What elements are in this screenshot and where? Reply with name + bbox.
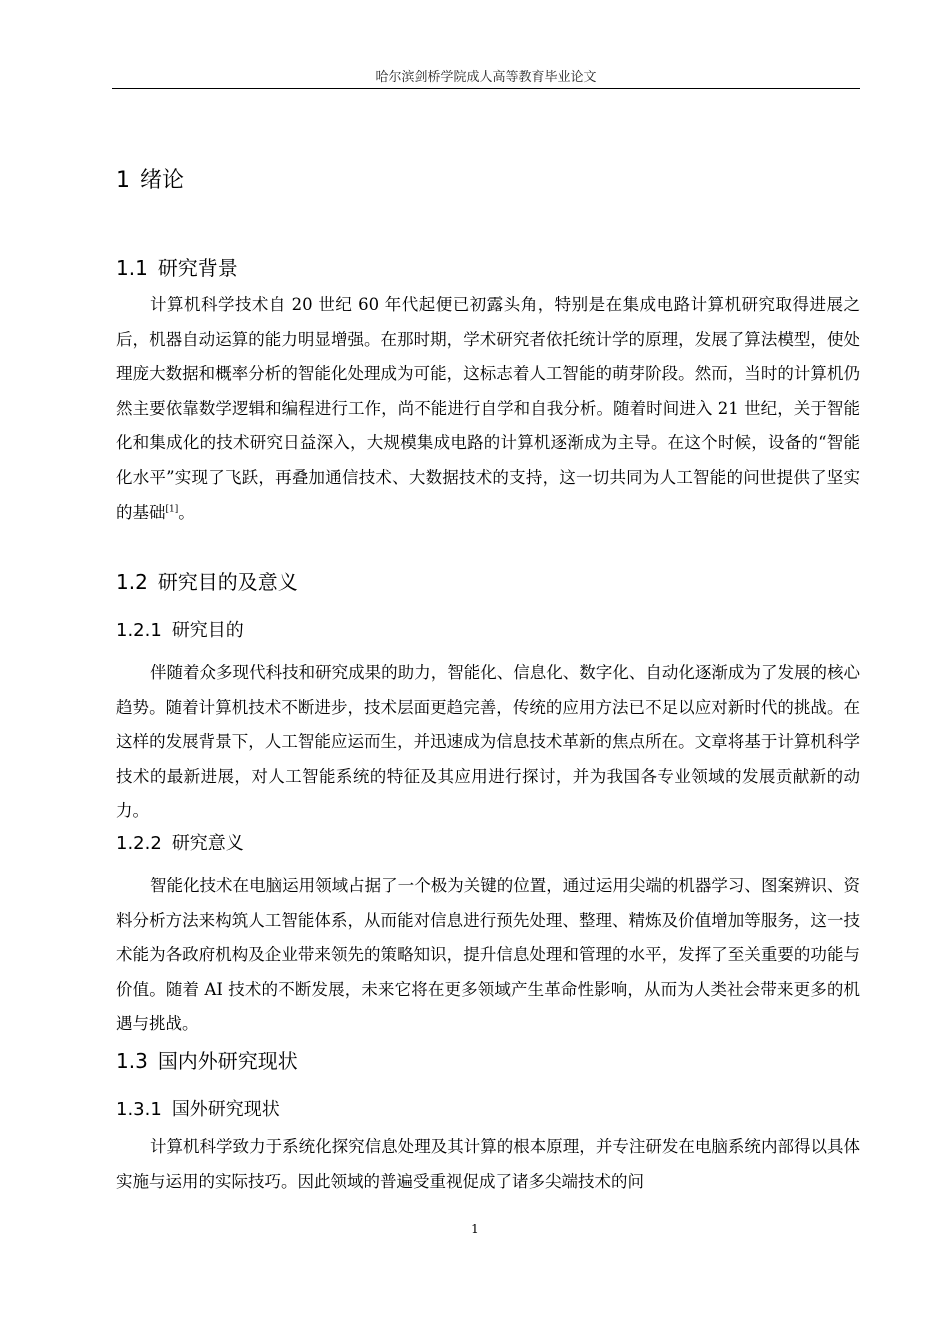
section-number: 1.1 xyxy=(116,256,148,280)
section-number: 1.2 xyxy=(116,570,148,594)
paragraph-text: 计算机科学技术自 20 世纪 60 年代起便已初露头角，特别是在集成电路计算机研究取得进展之后，机器自动运算的能力明显增强。在那时期，学术研究者依托统计学的原理，发展了算法模型，使处理庞大数据和概率分析的智能化处理成为可能，这标志着人工智能的萌芽阶段。然而，当时的计算机仍然主要依靠数学逻辑和编程进行工作，尚不能进行自学和自我分析。随着时间进入 21 世纪，关于智能化和集成化的技术研究日益深入，大规模集成电路的计算机逐渐成为主导。在这个时候，设备的“智能化水平”实现了飞跃，再叠加通信技术、大数据技术的支持，这一切共同为人工智能的问世提供了坚实的基础 xyxy=(116,295,860,522)
subsection-title: 研究目的 xyxy=(171,620,244,641)
chapter-number: 1 xyxy=(116,168,130,193)
subsection-heading-1-3-1 xyxy=(116,1095,280,1121)
section-heading-1-2 xyxy=(116,566,298,595)
chapter-heading xyxy=(116,163,184,194)
subsection-number: 1.3.1 xyxy=(116,1099,162,1120)
section-heading-1-3 xyxy=(116,1045,298,1074)
section-heading-1-1 xyxy=(116,252,238,281)
paragraph-end: 。 xyxy=(178,502,195,522)
subsection-title: 研究意义 xyxy=(171,833,244,854)
header-rule xyxy=(112,88,860,89)
paragraph-foreign-research: 计算机科学致力于系统化探究信息处理及其计算的根本原理，并专注研发在电脑系统内部得以具体实施与运用的实际技巧。因此领域的普遍受重视促成了诸多尖端技术的问 xyxy=(116,1137,860,1191)
page-number: 1 xyxy=(471,1222,479,1236)
subsection-heading-1-2-2 xyxy=(116,829,244,855)
section-title: 研究背景 xyxy=(157,256,238,280)
paragraph-background xyxy=(116,288,860,530)
subsection-number: 1.2.2 xyxy=(116,833,162,854)
section-title: 国内外研究现状 xyxy=(157,1049,298,1073)
citation-mark: [1] xyxy=(165,504,179,515)
section-title: 研究目的及意义 xyxy=(157,570,298,594)
paragraph-significance: 智能化技术在电脑运用领域占据了一个极为关键的位置，通过运用尖端的机器学习、图案辨识、资料分析方法来构筑人工智能体系，从而能对信息进行预先处理、整理、精炼及价值增加等服务，这一技术能为各政府机构及企业带来领先的策略知识，提升信息处理和管理的水平，发挥了至关重要的功能与价值。随着 AI 技术的不断发展，未来它将在更多领域产生革命性影响，从而为人类社会带来更多的机遇与挑战。 xyxy=(116,876,860,1034)
page-header: 哈尔滨剑桥学院成人高等教育毕业论文 xyxy=(375,70,597,85)
subsection-number: 1.2.1 xyxy=(116,620,162,641)
subsection-title: 国外研究现状 xyxy=(171,1099,280,1120)
section-number: 1.3 xyxy=(116,1049,148,1073)
paragraph-purpose: 伴随着众多现代科技和研究成果的助力，智能化、信息化、数字化、自动化逐渐成为了发展的核心趋势。随着计算机技术不断进步，技术层面更趋完善，传统的应用方法已不足以应对新时代的挑战。在这样的发展背景下，人工智能应运而生，并迅速成为信息技术革新的焦点所在。文章将基于计算机科学技术的最新进展，对人工智能系统的特征及其应用进行探讨，并为我国各专业领域的发展贡献新的动力。 xyxy=(116,663,860,821)
subsection-heading-1-2-1 xyxy=(116,616,244,642)
chapter-title: 绪论 xyxy=(140,168,185,193)
